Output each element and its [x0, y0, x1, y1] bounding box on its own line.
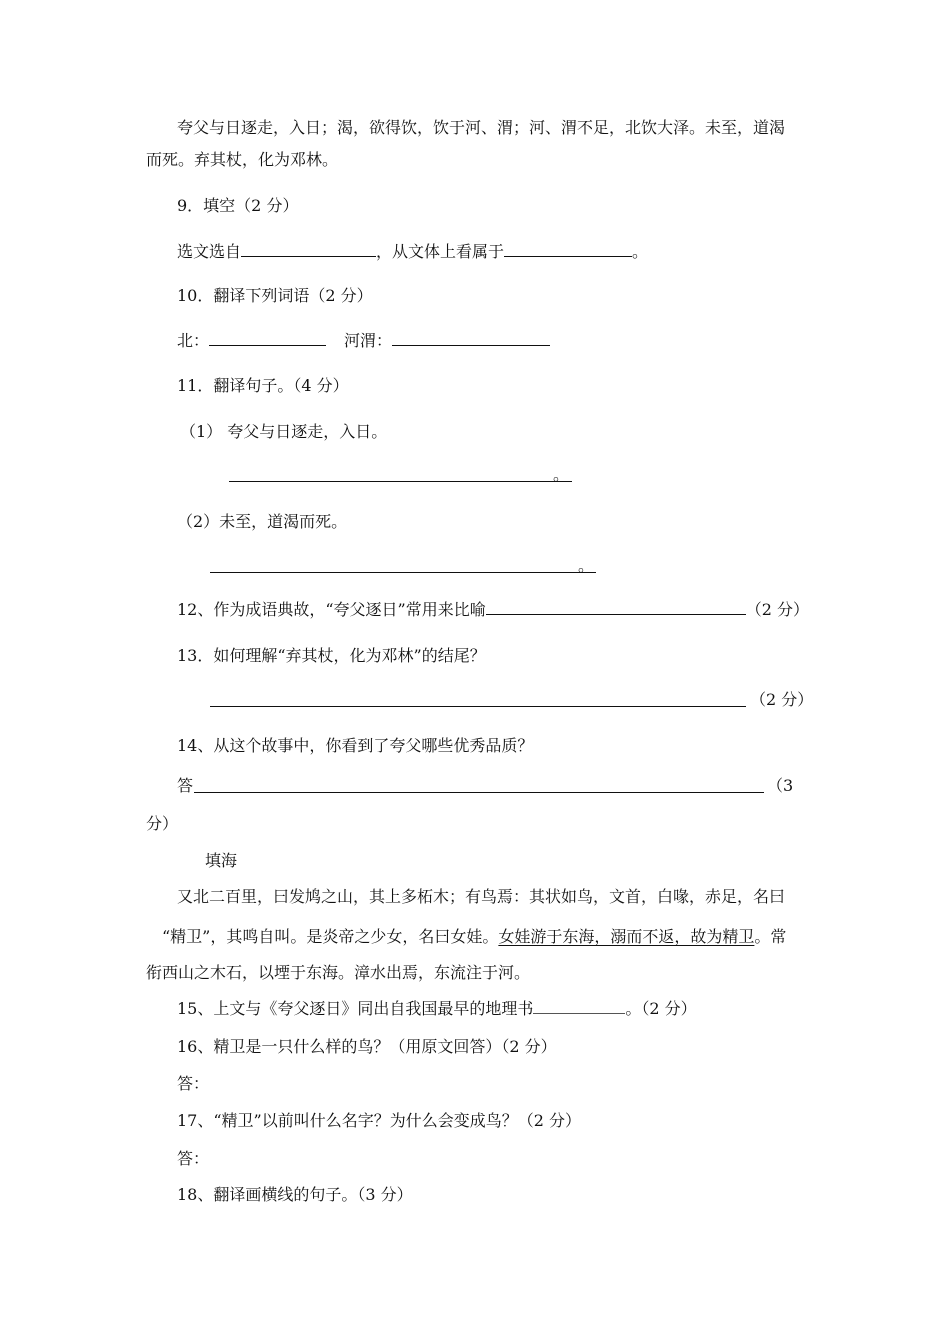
question-10-title: 10．翻译下列词语（2 分） [177, 286, 373, 305]
q14-score-cont: 分） [146, 814, 179, 833]
passage-line: 又北二百里，曰发鸠之山，其上多柘木；有鸟焉：其状如鸟，文首，白喙，赤足，名曰 [177, 887, 786, 906]
passage-line: 而死。弃其杖，化为邓林。 [146, 150, 339, 169]
question-11-title: 11．翻译句子。（4 分） [177, 376, 349, 395]
q10-label-hewei: 河渭： [344, 331, 393, 350]
question-12 [177, 600, 809, 620]
q17-answer-label: 答： [177, 1149, 210, 1168]
question-11-sentence-1: （1） 夸父与日逐走，入日。 [180, 422, 388, 441]
answer-line[interactable] [229, 481, 572, 482]
passage-title: 填海 [205, 851, 238, 870]
passage-line: 衔西山之木石，以堙于东海。漳水出焉，东流注于河。 [146, 963, 531, 982]
question-14-title: 14、从这个故事中，你看到了夸父哪些优秀品质？ [177, 736, 534, 755]
question-13-title: 13．如何理解“弃其杖，化为邓林”的结尾？ [177, 646, 486, 665]
q16-answer-label: 答： [177, 1074, 210, 1093]
q9-end: 。 [632, 242, 649, 261]
q15-end: 。（2 分） [625, 999, 697, 1018]
q12-text: 12、作为成语典故，“夸父逐日”常用来比喻 [177, 600, 486, 619]
answer-line[interactable] [210, 706, 746, 707]
period: 。 [578, 556, 595, 575]
passage-line: 夸父与日逐走，入日；渴，欲得饮，饮于河、渭；河、渭不足，北饮大泽。未至，道渴 [177, 118, 786, 137]
question-17-title: 17、“精卫”以前叫什么名字？为什么会变成鸟？（2 分） [177, 1111, 581, 1130]
q13-score: （2 分） [750, 690, 814, 709]
period: 。 [553, 465, 570, 484]
question-16-title: 16、精卫是一只什么样的鸟？（用原文回答）（2 分） [177, 1037, 557, 1056]
passage-line [162, 927, 786, 947]
answer-line[interactable] [210, 572, 596, 573]
q14-score: （3 [767, 776, 794, 795]
question-10-fill [177, 331, 550, 351]
question-15 [177, 999, 697, 1019]
answer-line[interactable] [194, 792, 764, 793]
q15-text: 15、上文与《夸父逐日》同出自我国最早的地理书 [177, 999, 534, 1018]
answer-blank[interactable] [486, 600, 746, 615]
underlined-sentence: 女娃游于东海，溺而不返，故为精卫 [498, 927, 755, 946]
question-18-title: 18、翻译画横线的句子。（3 分） [177, 1185, 413, 1204]
answer-blank[interactable] [504, 242, 632, 257]
question-9-title: 9．填空（2 分） [177, 196, 299, 215]
q12-score: （2 分） [745, 600, 810, 619]
question-11-sentence-2: （2）未至，道渴而死。 [177, 512, 348, 531]
q14-answer-label: 答 [177, 776, 194, 795]
q9-text-1: 选文选自 [177, 242, 242, 261]
answer-blank[interactable] [209, 331, 326, 346]
answer-blank[interactable] [392, 331, 550, 346]
question-9-fill [177, 242, 648, 262]
q9-text-2: ，从文体上看属于 [376, 242, 505, 261]
passage-text: “精卫”，其鸣自叫。是炎帝之少女，名曰女娃。 [162, 927, 499, 946]
answer-blank[interactable] [533, 999, 625, 1014]
passage-text: 。常 [754, 927, 787, 946]
q10-label-bei: 北： [177, 331, 210, 350]
answer-blank[interactable] [241, 242, 376, 257]
